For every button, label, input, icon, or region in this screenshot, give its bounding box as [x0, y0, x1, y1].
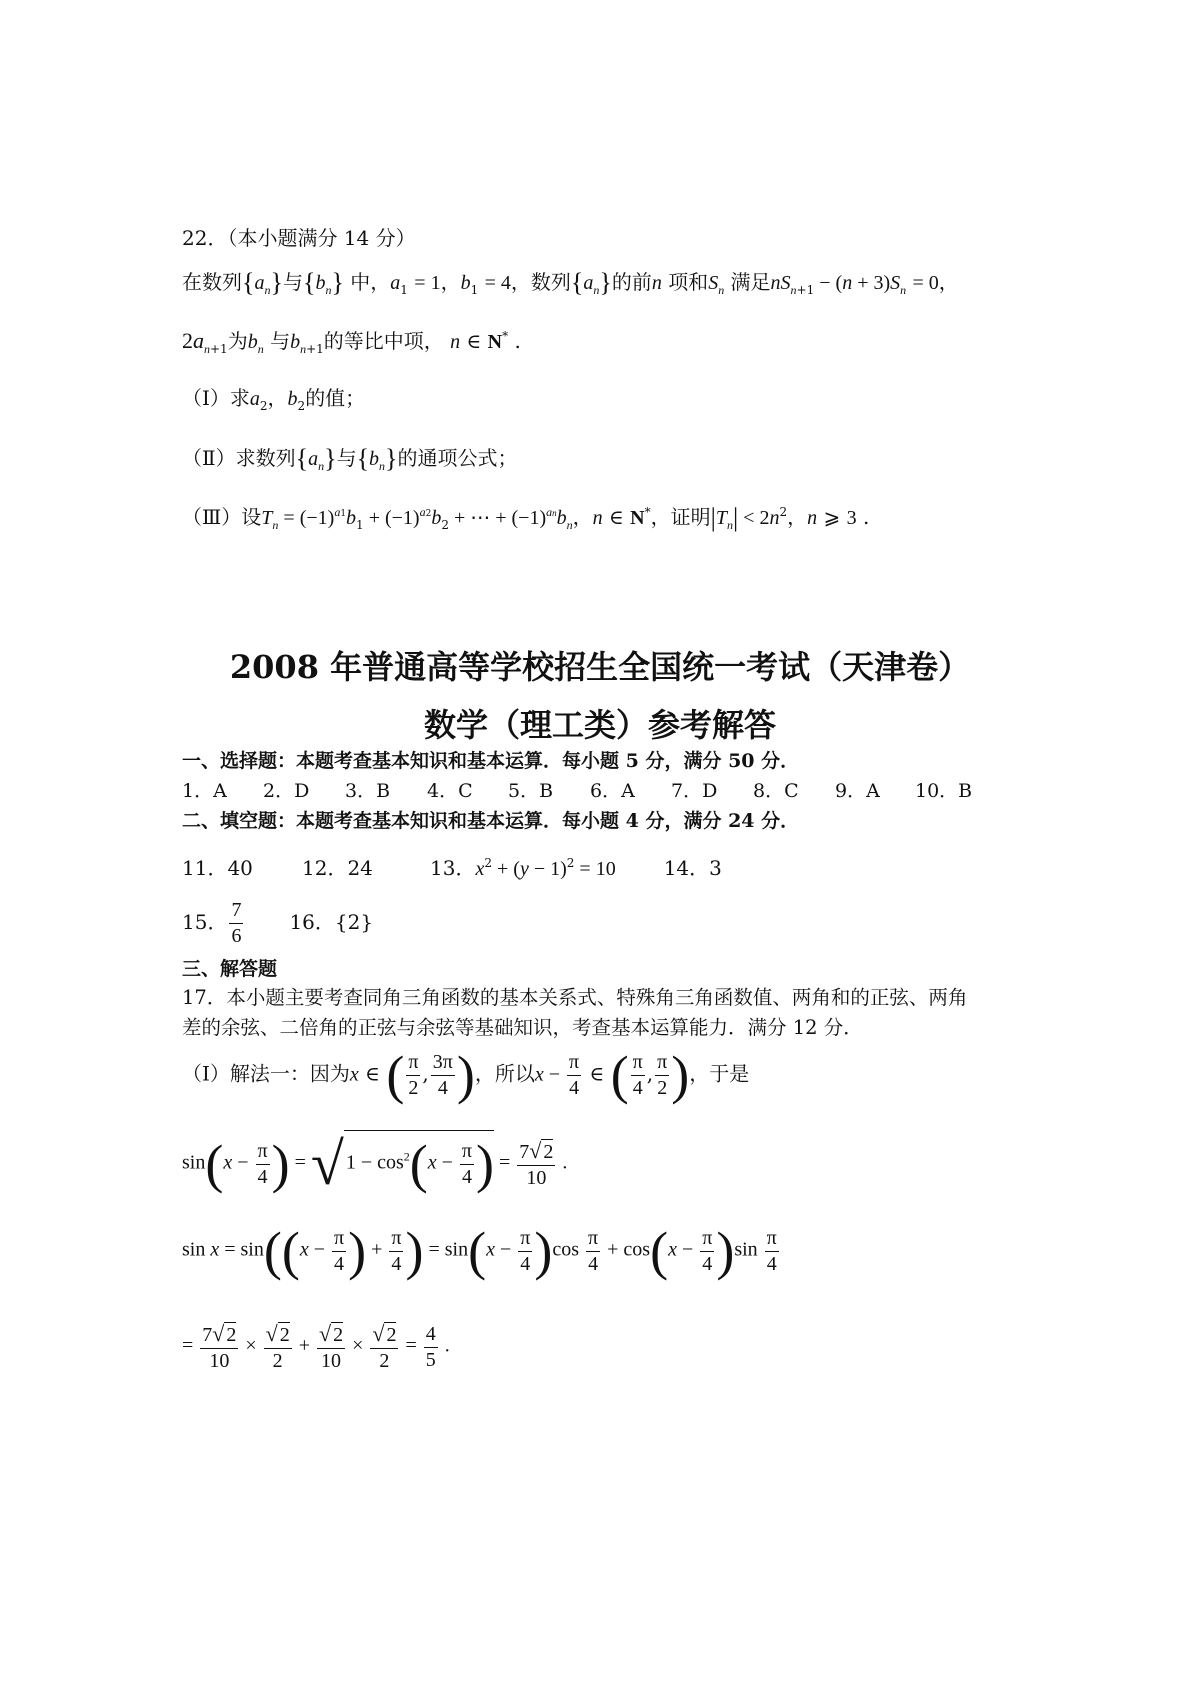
q22-statement-line1: 在数列$\{a_n\}$与$\{b_n\}$ 中，$a_1 = 1$，$b_1 = 4$，数列$\{a_n\}$的前n 项和$S_n$ 满足$nS_{n+1} - (n + 3)S_n = 0$， — [182, 268, 959, 297]
solution-line2: sin(x − $\frac{\pi}{4}$ ) = √ $1 - \cos^2(x$ − $\frac{\pi}{4}$ ) = $\frac{7√ 2}{10}$ . — [182, 1131, 568, 1197]
q22-header: 22．（本小题满分 14 分） — [182, 226, 416, 250]
choice-answers — [182, 782, 972, 801]
section2-heading: 二、填空题：本题考查基本知识和基本运算．每小题 4 分，满分 24 分． — [182, 810, 800, 832]
exam-title: 2008 年普通高等学校招生全国统一考试（天津卷） — [229, 648, 971, 686]
q22-statement-line2: $2a_{n+1}$为$b_n$ 与$b_{n+1}$的等比中项， n ∈ N* . — [182, 328, 521, 356]
answer-9: 9．A — [835, 780, 880, 802]
solution-line4: = $\frac{7√ 2}{10}$ × $\frac{√ 2}{2}$ + $\frac{√ 2}{10}$ × $\frac{√ 2}{2}$ = $\frac{4}{5}$ . — [182, 1321, 450, 1372]
answer-7: 7．D — [671, 780, 718, 802]
solution-line1: （Ⅰ）解法一：因为x ∈ ( $\frac{\pi}{2}$ , $\frac{3\pi}{4}$ )，所以x − $\frac{\pi}{4}$ ∈ ( $\frac{\pi}{4}$ , $\frac{\pi}{2}$ )，于是 — [182, 1045, 750, 1105]
q22-part3: （Ⅲ）设$T_n = (-1)^{a1}b_1 + (-1)^{a2}b_2$ + ⋯ + $(-1)^{an}b_n$，n ∈ N*，证明$|T_n| < 2n^2$，n ⩾ 3 . — [182, 503, 870, 532]
solution-line3: sin x = sin((x − $\frac{\pi}{4}$ ) + $\frac{\pi}{4}$ ) = sin(x − $\frac{\pi}{4}$ )cos $\frac{\pi}{4}$ + cos(x − $\frac{\pi}{4}$ )sin $\frac{\pi}{4}$ — [182, 1221, 777, 1281]
fill-answers-row2: 15． $\frac{7}{6}$ 16．{2} — [182, 899, 374, 947]
fill-answers-row1: 11．40 12．24 13．$x^2 + (y - 1)^2 = 10$ 14．3 — [182, 856, 722, 880]
answer-2: 2．D — [263, 780, 310, 802]
section1-heading: 一、选择题：本题考查基本知识和基本运算．每小题 5 分，满分 50 分． — [182, 750, 800, 772]
answer-15-fraction: $\frac{7}{6}$ — [231, 899, 242, 947]
answer-8: 8．C — [753, 780, 799, 802]
answer-5: 5．B — [508, 780, 554, 802]
answer-1: 1．A — [182, 780, 227, 802]
q22-part2: （Ⅱ）求数列$\{a_n\}$与$\{b_n\}$的通项公式； — [182, 444, 518, 473]
answer-3: 3．B — [345, 780, 391, 802]
answer-4: 4．C — [427, 780, 473, 802]
answer-10: 10．B — [915, 780, 973, 802]
answer-6: 6．A — [590, 780, 635, 802]
q17-intro-line1: 17．本小题主要考查同角三角函数的基本关系式、特殊角三角函数值、两角和的正弦、两角 — [182, 986, 968, 1009]
q17-intro-line2: 差的余弦、二倍角的正弦与余弦等基础知识，考查基本运算能力．满分 12 分． — [182, 1016, 863, 1039]
section3-heading: 三、解答题 — [182, 958, 278, 980]
answer-title: 数学（理工类）参考解答 — [423, 706, 776, 744]
q22-part1: （Ⅰ）求$a_2$，$b_2$的值； — [182, 386, 366, 413]
